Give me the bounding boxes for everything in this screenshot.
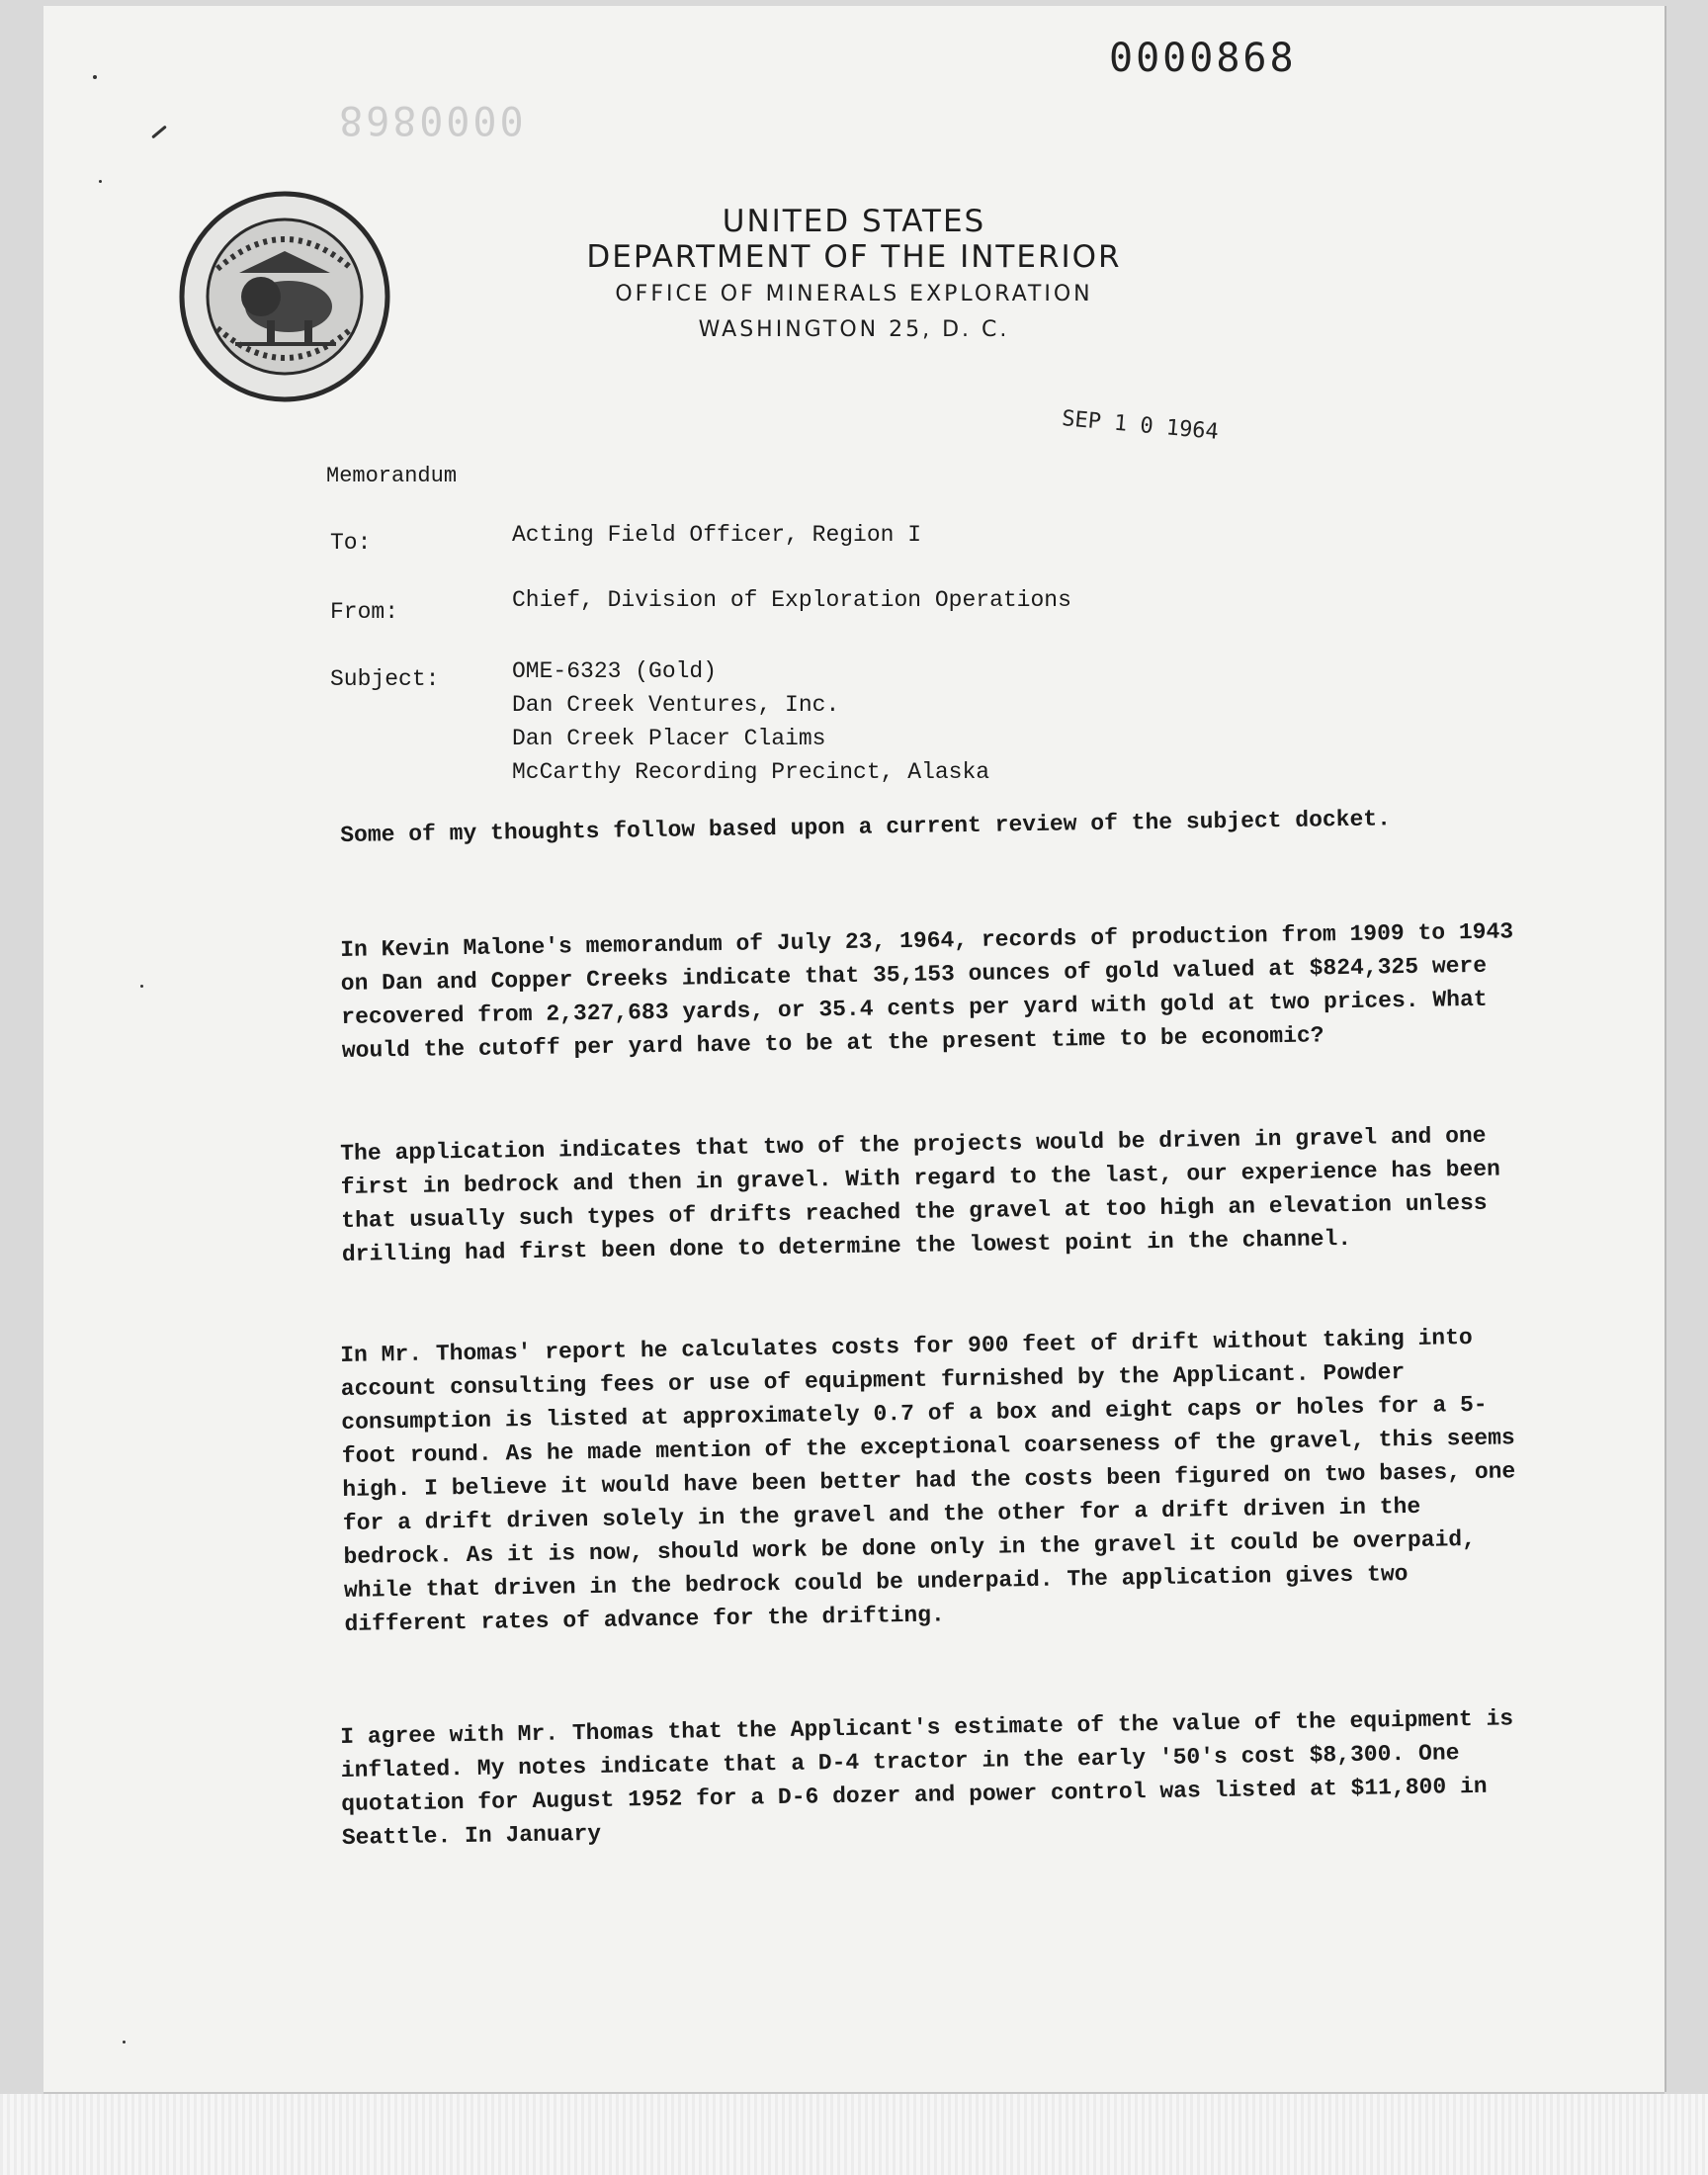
subject-line: Dan Creek Placer Claims [512,726,826,751]
subject-lines [512,654,989,789]
letterhead-line-3: OFFICE OF MINERALS EXPLORATION [615,282,1093,306]
body-paragraph: In Kevin Malone's memorandum of July 23, 1964, records of production from 1909 to 1943 on Dan and Copper Creeks indicate that 35,153 ounces of gold valued at $824,325 were recovered from 2,327,683 yards, or 35.4 cents per yard with gold at two prices. What would the cutoff per yard have to be at the present time to be economic? [340,918,1514,1064]
body-paragraph: I agree with Mr. Thomas that the Applicant's estimate of the value of the equipment is inflated. My notes indicate that a D-4 tractor in the early '50's cost $8,300. One quotation for August 1952 for a D-6 dozer and power control was listed at $11,800 in Seattle. In January [340,1705,1514,1851]
from-label: From: [330,599,399,625]
subject-line: McCarthy Recording Precinct, Alaska [512,759,990,785]
scan-edge [0,2094,1708,2175]
date-stamp: SEP 1 0 1964 [1061,406,1220,445]
letterhead-line-2: DEPARTMENT OF THE INTERIOR [586,239,1122,275]
document-number-stamp: 0000868 [1109,36,1297,81]
scan-speck [99,180,102,183]
subject-line: Dan Creek Ventures, Inc. [512,692,840,718]
bleed-through-number: 0000868 [336,97,524,142]
subject-label: Subject: [330,666,440,692]
body-paragraph: In Mr. Thomas' report he calculates costs for 900 feet of drift without taking into account consulting fees or use of equipment furnished by the Applicant. Powder consumption is listed at approximately 0.7 of a box and eight caps or holes for a 5-foot round. As he made mention of the exceptional coarseness of the gravel, this seems high. I believe it would have been better had the costs been figured on two bases, one for a drift driven solely in the gravel and the other for a drift driven in the bedrock. As it is now, should work be done only in the gravel it could be overpaid, while that driven in the bedrock could be underpaid. The application gives two different rates of advance for the drifting. [340,1325,1516,1637]
body-paragraph: The application indicates that two of the projects would be driven in gravel and one first in bedrock and then in gravel. With regard to the last, our experience has been that usually such types of drifts reached the gravel at too high an elevation unless drilling had first been done to determine the lowest point in the channel. [340,1122,1501,1267]
from-value: Chief, Division of Exploration Operations [512,587,1071,613]
memo-type-label: Memorandum [326,464,458,488]
pen-mark [151,126,167,139]
subject-line: OME-6323 (Gold) [512,658,718,684]
letterhead [478,204,1230,348]
scan-speck [140,985,143,988]
department-seal-icon [178,190,391,403]
scan-speck [123,2041,126,2044]
to-label: To: [330,530,372,556]
to-value: Acting Field Officer, Region I [512,522,922,548]
letterhead-line-4: WASHINGTON 25, D. C. [698,317,1010,342]
letterhead-line-1: UNITED STATES [722,204,986,239]
body-paragraph: Some of my thoughts follow based upon a current review of the subject docket. [340,806,1392,848]
document-page [43,6,1665,2092]
scan-speck [93,75,97,79]
